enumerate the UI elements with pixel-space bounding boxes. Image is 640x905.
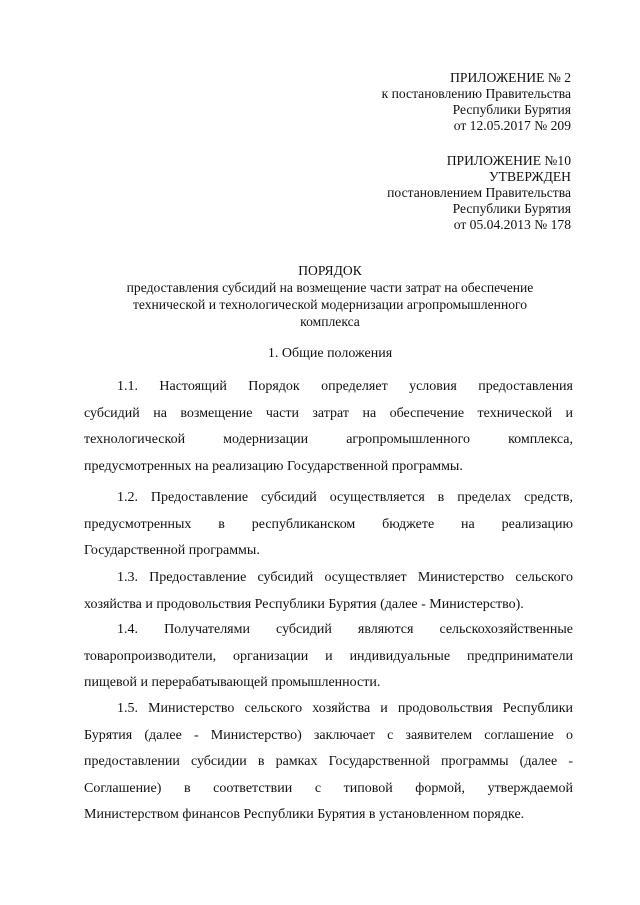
annex1-line: Республики Бурятия [452,102,571,117]
annex2-line: постановлением Правительства [387,185,571,200]
paragraph-line: предоставлении субсидии в рамках Государственной программы (далее - [84,754,573,770]
paragraph-line: хозяйства и продовольствия Республики Бурятия (далее - Министерство). [84,596,524,612]
paragraph-1-3 [84,565,573,618]
paragraph-line: 1.4. Получателями субсидий являются сельскохозяйственные [117,622,573,637]
paragraph-line: предусмотренных в республиканском бюджете на реализацию [84,516,573,532]
paragraph-line: Бурятия (далее - Министерство) заключает с заявителем соглашение о [84,727,573,743]
paragraph-line: 1.1. Настоящий Порядок определяет условия предоставления [117,379,573,394]
annex2-line: ПРИЛОЖЕНИЕ №10 [446,153,571,168]
annex-header-1 [382,70,571,134]
annex1-line: к постановлению Правительства [381,86,571,101]
paragraph-line: субсидий на возмещение части затрат на обеспечение технической и [84,405,573,421]
paragraph-1-5 [84,696,573,829]
paragraph-line: технологической модернизации агропромышленного комплекса, [84,432,573,448]
paragraph-line: пищевой и перерабатывающей промышленности. [84,675,381,691]
paragraph-line: 1.5. Министерство сельского хозяйства и продовольствия Республики [117,701,573,716]
paragraph-1-1 [84,374,573,480]
annex2-line: Республики Бурятия [452,201,571,216]
paragraph-1-4 [84,617,573,697]
annex2-line: УТВЕРЖДЕН [489,169,571,184]
annex1-line: ПРИЛОЖЕНИЕ № 2 [450,70,571,85]
annex-header-2 [387,153,571,233]
paragraph-line: Соглашение) в соответствии с типовой формой, утверждаемой [84,780,573,796]
paragraph-1-2 [84,485,573,565]
paragraph-line: Министерством финансов Республики Бурятия в установленном порядке. [84,807,525,823]
paragraph-line: 1.2. Предоставление субсидий осуществляется в пределах средств, [117,490,573,505]
annex2-line: от 05.04.2013 № 178 [453,217,571,232]
subtitle-line: технической и технологической модернизации агропромышленного [132,297,528,312]
subtitle-line: предоставления субсидий на возмещение части затрат на обеспечение [126,280,534,295]
document-subtitle [70,279,590,330]
section-heading: 1. Общие положения [267,346,393,361]
subtitle-line: комплекса [300,314,360,329]
paragraph-line: предусмотренных на реализацию Государственной программы. [84,458,463,474]
annex1-line: от 12.05.2017 № 209 [453,118,571,133]
document-title: ПОРЯДОК [298,263,362,278]
paragraph-line: товаропроизводители, организации и индивидуальные предприниматели [84,648,573,664]
paragraph-line: Государственной программы. [84,543,260,559]
paragraph-line: 1.3. Предоставление субсидий осуществляет Министерство сельского [117,570,573,585]
